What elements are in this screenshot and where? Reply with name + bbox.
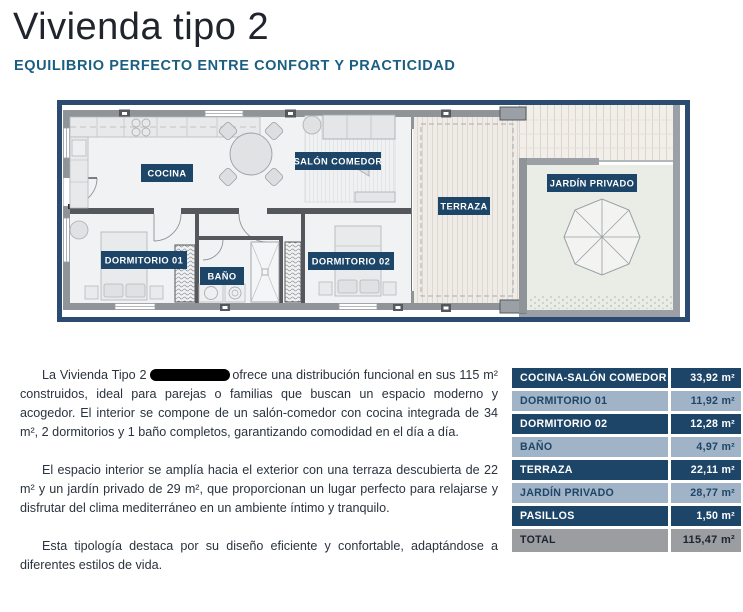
svg-text:COCINA: COCINA bbox=[147, 168, 187, 179]
svg-text:TERRAZA: TERRAZA bbox=[440, 201, 488, 212]
wardrobe bbox=[285, 242, 301, 302]
table-row bbox=[512, 368, 741, 388]
floorplan-drawing bbox=[57, 100, 690, 322]
table-row bbox=[512, 414, 741, 434]
row-value: 28,77 m² bbox=[671, 483, 741, 503]
svg-text:DORMITORIO 01: DORMITORIO 01 bbox=[104, 255, 184, 266]
row-label: BAÑO bbox=[512, 437, 668, 457]
table-row bbox=[512, 460, 741, 480]
row-value: 115,47 m² bbox=[671, 529, 741, 552]
table-row bbox=[512, 506, 741, 526]
jardin-privado-zone bbox=[519, 105, 680, 317]
row-value: 1,50 m² bbox=[671, 506, 741, 526]
svg-text:JARDÍN PRIVADO: JARDÍN PRIVADO bbox=[549, 178, 635, 189]
table-row bbox=[512, 437, 741, 457]
row-label: JARDÍN PRIVADO bbox=[512, 483, 668, 503]
paragraph-1-body: ofrece una distribución funcional en sus 115 m² construidos, ideal para parejas o familias que buscan un espacio moderno y acogedor. El interior se compone de un salón-comedor con cocina integrada de 34 m², 2 dormitorios y 1 baño completos, garantizando comodidad en el día a día. bbox=[20, 368, 498, 439]
sofa bbox=[323, 115, 395, 139]
gravel-strip bbox=[529, 295, 673, 309]
room-label-terraza bbox=[438, 197, 490, 215]
chair bbox=[70, 221, 88, 239]
shower bbox=[251, 242, 279, 302]
row-value: 11,92 m² bbox=[671, 391, 741, 411]
room-label-dormitorio-01 bbox=[101, 251, 187, 269]
fridge bbox=[72, 140, 86, 156]
room-label-dormitorio-02 bbox=[308, 252, 394, 270]
table-row bbox=[512, 483, 741, 503]
room-label-jardin-privado bbox=[547, 174, 637, 192]
svg-text:SALÓN COMEDOR: SALÓN COMEDOR bbox=[293, 156, 383, 167]
row-label: PASILLOS bbox=[512, 506, 668, 526]
room-label-bano bbox=[200, 267, 244, 285]
paragraph-3: Esta tipología destaca por su diseño eficiente y confortable, adaptándose a diferentes estilos de vida. bbox=[20, 539, 498, 572]
paragraph-1-prefix: La Vivienda Tipo 2 bbox=[42, 368, 151, 382]
svg-text:BAÑO: BAÑO bbox=[207, 271, 237, 282]
row-value: 12,28 m² bbox=[671, 414, 741, 434]
row-value: 33,92 m² bbox=[671, 368, 741, 388]
side-table bbox=[303, 116, 321, 134]
row-label: DORMITORIO 01 bbox=[512, 391, 668, 411]
table-row bbox=[512, 391, 741, 411]
row-value: 4,97 m² bbox=[671, 437, 741, 457]
areas-table bbox=[512, 368, 741, 555]
row-value: 22,11 m² bbox=[671, 460, 741, 480]
tv-bench bbox=[355, 192, 395, 202]
row-label: DORMITORIO 02 bbox=[512, 414, 668, 434]
paragraph-1 bbox=[20, 366, 498, 442]
row-label: TOTAL bbox=[512, 529, 668, 552]
page-subtitle: EQUILIBRIO PERFECTO ENTRE CONFORT Y PRACTICIDAD bbox=[14, 58, 456, 74]
row-label: TERRAZA bbox=[512, 460, 668, 480]
table-row bbox=[512, 529, 741, 552]
svg-text:DORMITORIO 02: DORMITORIO 02 bbox=[311, 256, 391, 267]
paragraph-2: El espacio interior se amplía hacia el exterior con una terraza descubierta de 22 m² y un jardín privado de 29 m², que proporcionan un lugar perfecto para relajarse y disfrutar del clima mediterráneo en un ambiente íntimo y tranquilo. bbox=[20, 463, 498, 515]
redacted-text bbox=[150, 369, 230, 381]
room-label-cocina bbox=[141, 164, 193, 182]
room-label-salon-comedor bbox=[294, 152, 383, 170]
description-text bbox=[20, 366, 498, 575]
floorplan bbox=[57, 100, 690, 322]
parasol-icon bbox=[564, 199, 640, 275]
row-label: COCINA-SALÓN COMEDOR bbox=[512, 368, 668, 388]
page-title: Vivienda tipo 2 bbox=[13, 6, 270, 48]
